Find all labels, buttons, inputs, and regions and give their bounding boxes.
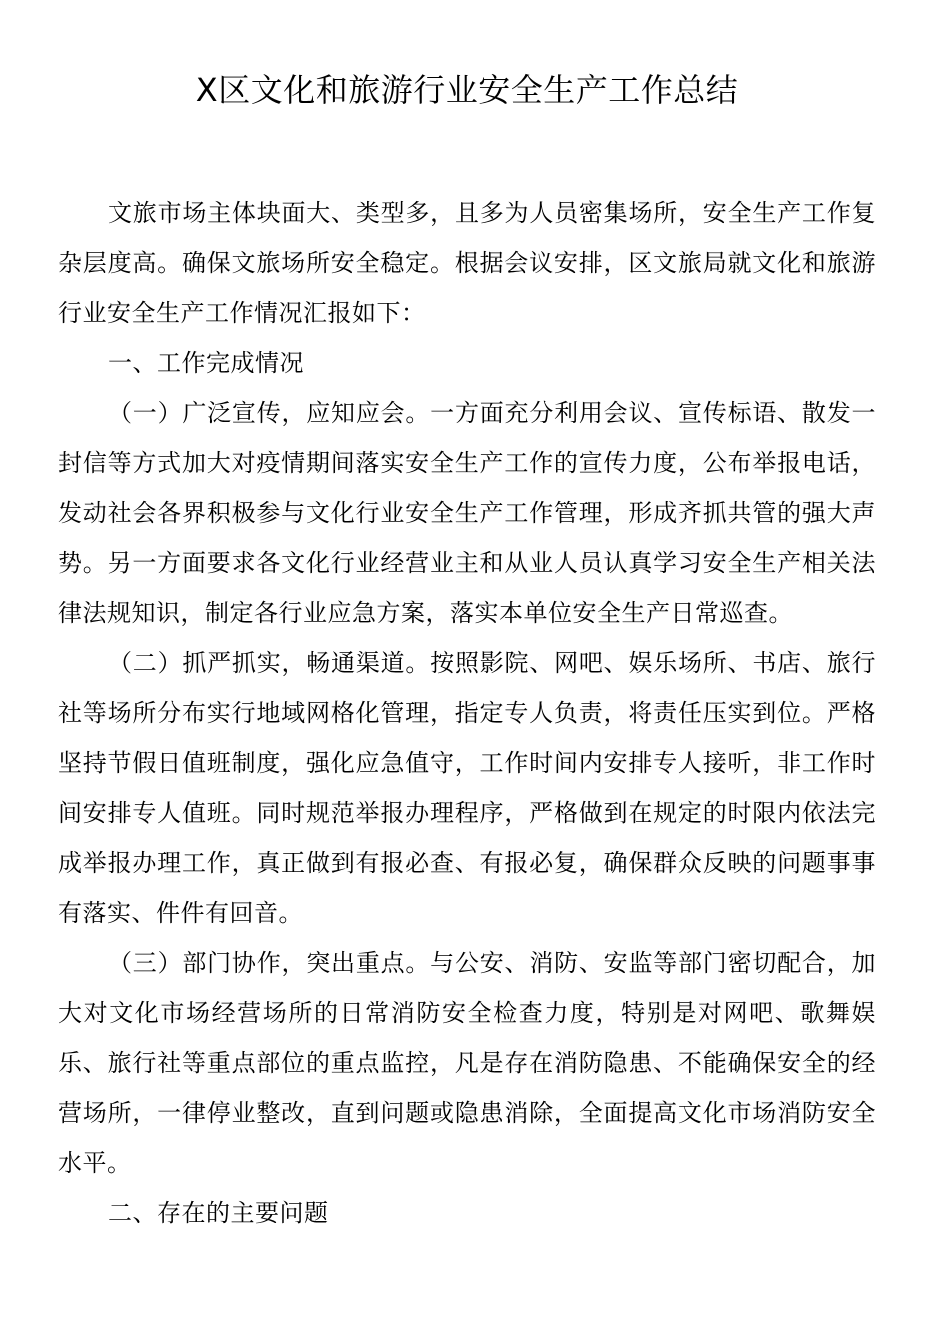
paragraph-department-cooperation: （三）部门协作，突出重点。与公安、消防、安监等部门密切配合，加大对文化市场经营场所的日常消防安全检查力度，特别是对网吧、歌舞娱乐、旅行社等重点部位的重点监控，凡是存在消防隐患、不能确保安全的经营场所，一律停业整改，直到问题或隐患消除，全面提高文化市场消防安全水平。 xyxy=(58,949,876,1177)
paragraph-strict-management: （二）抓严抓实，畅通渠道。按照影院、网吧、娱乐场所、书店、旅行社等场所分布实行地域网格化管理，指定专人负责，将责任压实到位。严格坚持节假日值班制度，强化应急值守，工作时间内安排专人接听，非工作时间安排专人值班。同时规范举报办理程序，严格做到在规定的时限内依法完成举报办理工作，真正做到有报必查、有报必复，确保群众反映的问题事事有落实、件件有回音。 xyxy=(58,649,876,927)
document-title: X区文化和旅游行业安全生产工作总结 xyxy=(195,71,739,109)
section-heading-main-problems: 二、存在的主要问题 xyxy=(108,1199,329,1227)
paragraph-publicity: （一）广泛宣传，应知应会。一方面充分利用会议、宣传标语、散发一封信等方式加大对疫情期间落实安全生产工作的宣传力度，公布举报电话，发动社会各界积极参与文化行业安全生产工作管理，形成齐抓共管的强大声势。另一方面要求各文化行业经营业主和从业人员认真学习安全生产相关法律法规知识，制定各行业应急方案，落实本单位安全生产日常巡查。 xyxy=(58,399,876,627)
section-heading-work-completion: 一、工作完成情况 xyxy=(108,349,304,377)
document-body xyxy=(58,188,876,1238)
intro-paragraph: 文旅市场主体块面大、类型多，且多为人员密集场所，安全生产工作复杂层度高。确保文旅场所安全稳定。根据会议安排，区文旅局就文化和旅游行业安全生产工作情况汇报如下： xyxy=(58,199,876,327)
